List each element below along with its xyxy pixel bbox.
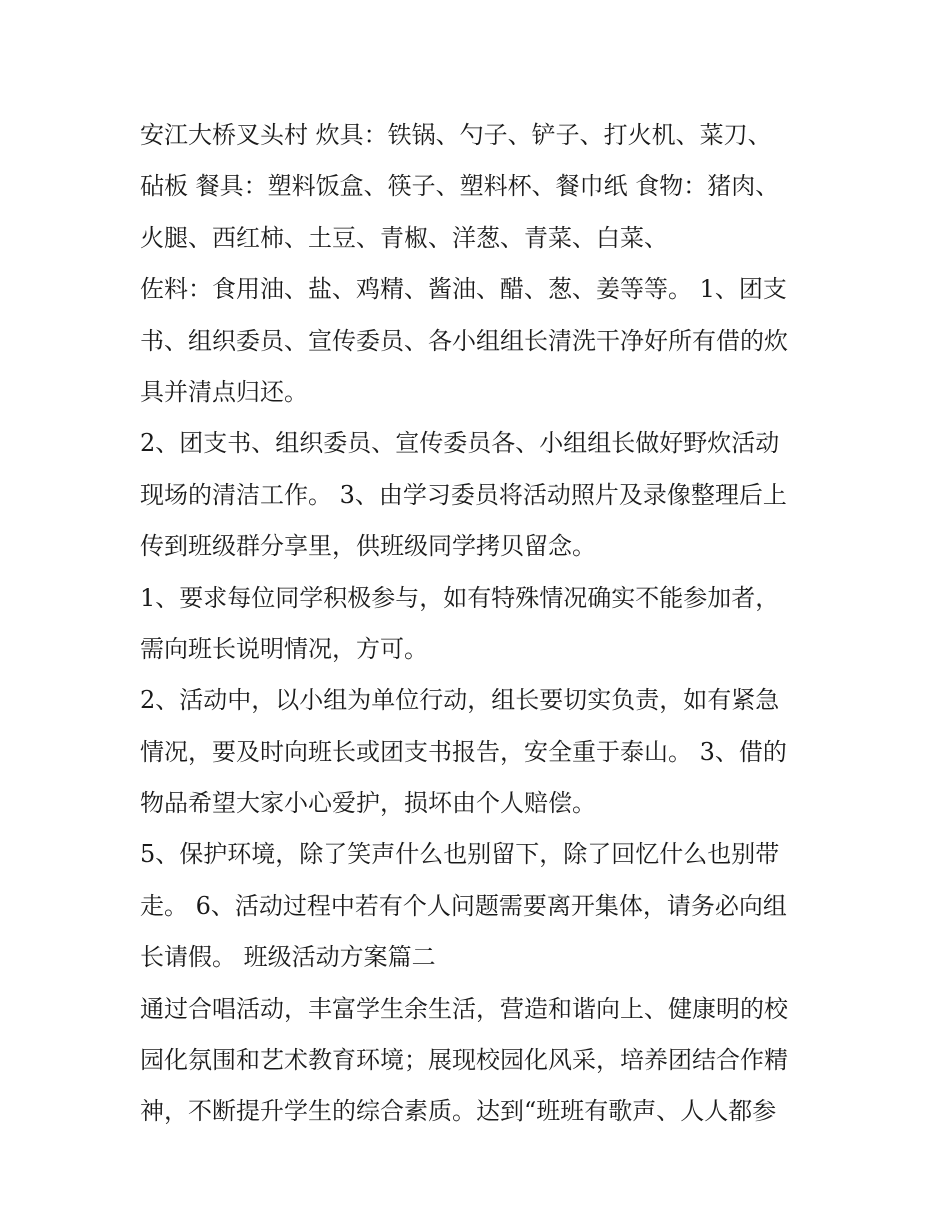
text-line: 传到班级群分享里，供班级同学拷贝留念。 — [140, 532, 596, 561]
text-line: 2、团支书、组织委员、宣传委员各、小组组长做好野炊活动 — [140, 429, 780, 458]
text-line: 物品希望大家小心爱护，损坏由个人赔偿。 — [140, 789, 596, 818]
text-line: 安江大桥叉头村 炊具：铁锅、勺子、铲子、打火机、菜刀、 — [140, 121, 772, 149]
text-line: 需向班长说明情况，方可。 — [140, 634, 428, 663]
text-line: 情况，要及时向班长或团支书报告，安全重于泰山。 3、借的 — [140, 737, 787, 766]
text-line: 1、要求每位同学积极参与，如有特殊情况确实不能参加者， — [140, 583, 780, 612]
text-line: 通过合唱活动，丰富学生余生活，营造和谐向上、健康明的校 — [140, 994, 788, 1023]
text-line: 砧板 餐具：塑料饭盒、筷子、塑料杯、餐巾纸 食物：猪肉、 — [140, 172, 780, 201]
text-line: 具并清点归还。 — [140, 377, 308, 406]
text-line: 5、保护环境，除了笑声什么也别留下，除了回忆什么也别带 — [140, 840, 780, 869]
paragraph-choir-plan — [140, 984, 820, 1138]
paragraph-cleanup — [140, 418, 820, 572]
text-line: 神，不断提升学生的综合素质。达到“班班有歌声、人人都参 — [140, 1097, 777, 1126]
text-line: 园化氛围和艺术教育环境；展现校园化风采，培养团结合作精 — [140, 1046, 788, 1075]
paragraph-cooking-supplies — [140, 110, 820, 418]
text-line: 书、组织委员、宣传委员、各小组组长清洗干净好所有借的炊 — [140, 326, 788, 355]
text-line: 现场的清洁工作。 3、由学习委员将活动照片及录像整理后上 — [140, 480, 787, 509]
paragraph-rule-participation — [140, 573, 820, 676]
text-line: 走。 6、活动过程中若有个人问题需要离开集体，请务必向组 — [140, 891, 787, 920]
document-body — [140, 110, 820, 1138]
text-line: 火腿、西红柿、土豆、青椒、洋葱、青菜、白菜、 — [140, 223, 668, 252]
paragraph-rule-environment — [140, 829, 820, 983]
text-line: 佐料：食用油、盐、鸡精、酱油、醋、葱、姜等等。 1、团支 — [140, 275, 787, 304]
text-line: 2、活动中，以小组为单位行动，组长要切实负责，如有紧急 — [140, 686, 780, 715]
paragraph-rule-safety — [140, 675, 820, 829]
text-line: 长请假。 班级活动方案篇二 — [140, 943, 436, 972]
